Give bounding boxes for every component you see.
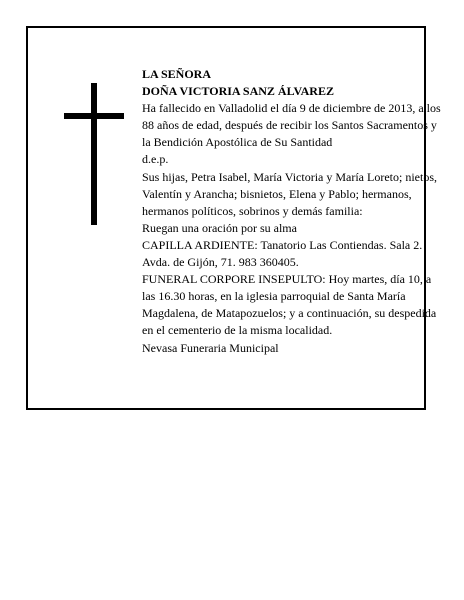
funeral-home: Nevasa Funeraria Municipal — [142, 340, 279, 355]
obituary-notice — [26, 26, 441, 410]
prayer-request: Ruegan una oración por su alma — [142, 220, 297, 235]
funeral-info: FUNERAL CORPORE INSEPULTO: Hoy martes, día 10, a las 16.30 horas, en la iglesia parroquial de Santa María Magdalena, de Matapozuelos; y a continuación, su despedida en el cementerio de la misma localidad. — [142, 272, 437, 338]
notice-text — [142, 66, 442, 357]
rip-abbreviation: d.e.p. — [142, 152, 169, 167]
cross-icon — [64, 83, 124, 225]
death-announcement: Ha fallecido en Valladolid el día 9 de diciembre de 2013, a los 88 años de edad, después de recibir los Santos Sacramentos y la Bendición Apostólica de Su Santidad — [142, 101, 441, 150]
family-list: Sus hijas, Petra Isabel, María Victoria y María Loreto; nietos, Valentín y Arancha; bisnietos, Elena y Pablo; hermanos, hermanos políticos, sobrinos y demás familia: — [142, 169, 437, 218]
chapel-info: CAPILLA ARDIENTE: Tanatorio Las Contiendas. Sala 2. Avda. de Gijón, 71. 983 360405. — [142, 237, 423, 270]
notice-title: LA SEÑORA — [142, 67, 212, 81]
deceased-name: DOÑA VICTORIA SANZ ÁLVAREZ — [142, 84, 334, 99]
